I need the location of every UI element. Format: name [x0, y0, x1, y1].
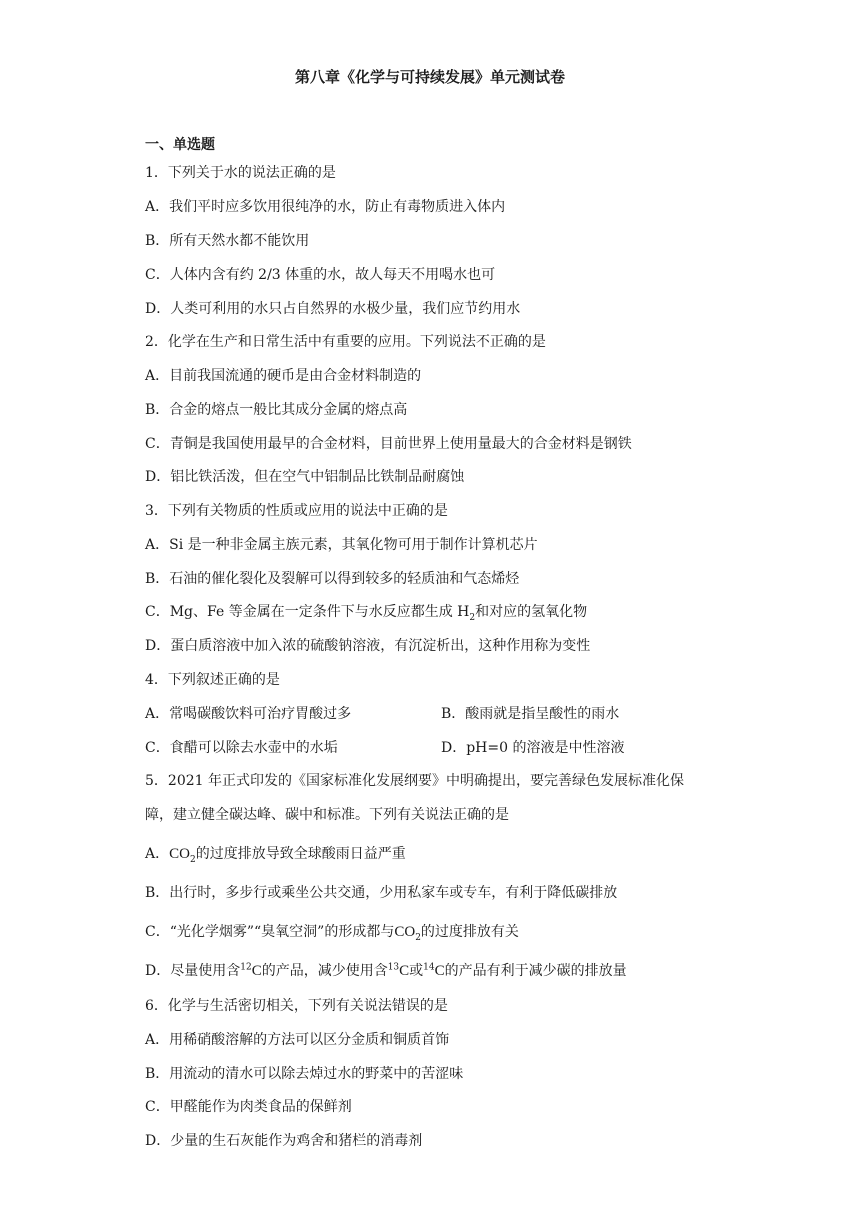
question-5-option-c	[145, 922, 519, 942]
question-5-option-d	[145, 961, 627, 981]
option-text: D．尽量使用含	[145, 963, 241, 979]
question-6-option-c: C．甲醛能作为肉类食品的保鲜剂	[145, 1099, 352, 1115]
question-1-stem: 1．下列关于水的说法正确的是	[145, 165, 336, 181]
question-4-option-c: C．食醋可以除去水壶中的水垢	[145, 740, 338, 756]
option-text-end: 的产品有利于减少碳的排放量	[444, 963, 627, 979]
question-5-option-b: B．出行时，多步行或乘坐公共交通，少用私家车或专车，有利于降低碳排放	[145, 885, 618, 901]
question-2-option-b: B．合金的熔点一般比其成分金属的熔点高	[145, 402, 408, 418]
option-text: C．“光化学烟雾”“臭氧空洞”的形成都与	[145, 924, 395, 940]
question-3-stem: 3．下列有关物质的性质或应用的说法中正确的是	[145, 503, 448, 519]
question-2-stem: 2．化学在生产和日常生活中有重要的应用。下列说法不正确的是	[145, 334, 546, 350]
question-6-option-b: B．用流动的清水可以除去焯过水的野菜中的苦涩味	[145, 1066, 464, 1082]
element-symbol: C	[399, 963, 410, 979]
question-2-option-a: A．目前我国流通的硬币是由合金材料制造的	[145, 368, 422, 384]
section-heading: 一、单选题	[145, 137, 215, 153]
subscript: 2	[189, 854, 196, 865]
question-2-option-c: C．青铜是我国使用最早的合金材料，目前世界上使用量最大的合金材料是钢铁	[145, 436, 632, 452]
isotope-mass-number: 14	[423, 962, 435, 973]
question-4-option-b: B．酸雨就是指呈酸性的雨水	[441, 706, 620, 722]
question-1-option-a: A．我们平时应多饮用很纯净的水，防止有毒物质进入体内	[145, 199, 506, 215]
element-symbol: C	[251, 963, 262, 979]
question-6-option-a: A．用稀硝酸溶解的方法可以区分金质和铜质首饰	[145, 1032, 450, 1048]
question-3-option-c-text-end: 和对应的氢氧化物	[475, 604, 588, 620]
chemical-formula: CO	[169, 846, 190, 862]
option-text: 的过度排放导致全球酸雨日益严重	[195, 846, 406, 862]
question-6-option-d: D．少量的生石灰能作为鸡舍和猪栏的消毒剂	[145, 1133, 423, 1149]
question-2-option-d: D．铝比铁活泼，但在空气中铝制品比铁制品耐腐蚀	[145, 469, 465, 485]
document-title: 第八章《化学与可持续发展》单元测试卷	[294, 68, 565, 86]
question-6-stem: 6．化学与生活密切相关，下列有关说法错误的是	[145, 998, 448, 1014]
subscript: 2	[415, 932, 421, 943]
option-text-mid: 的产品，减少使用含	[261, 963, 388, 979]
question-1-option-c: C．人体内含有约 2/3 体重的水，故人每天不用喝水也可	[145, 267, 496, 283]
subscript: 2	[469, 612, 476, 623]
element-symbol: C	[434, 963, 445, 979]
question-5-stem-line-1: 5．2021 年正式印发的《国家标准化发展纲要》中明确提出，要完善绿色发展标准化保	[145, 773, 684, 789]
question-3-option-c-text: C．Mg、Fe 等金属在一定条件下与水反应都生成 H	[145, 604, 470, 620]
question-3-option-a: A．Si 是一种非金属主族元素，其氧化物可用于制作计算机芯片	[145, 537, 538, 553]
question-5-option-a	[145, 844, 406, 864]
question-4-stem: 4．下列叙述正确的是	[145, 672, 280, 688]
chemical-formula: CO	[394, 924, 416, 940]
question-5-stem-line-2: 障，建立健全碳达峰、碳中和标准。下列有关说法正确的是	[145, 807, 509, 823]
question-1-option-d: D．人类可利用的水只占自然界的水极少量，我们应节约用水	[145, 301, 521, 317]
question-3-option-b: B．石油的催化裂化及裂解可以得到较多的轻质油和气态烯烃	[145, 571, 520, 587]
isotope-mass-number: 13	[387, 962, 400, 973]
isotope-mass-number: 12	[240, 962, 252, 973]
question-3-option-c	[145, 602, 587, 622]
question-4-option-d: D．pH=0 的溶液是中性溶液	[441, 740, 625, 756]
option-text-end: 的过度排放有关	[420, 924, 519, 940]
option-label: A．	[145, 846, 170, 862]
question-1-option-b: B．所有天然水都不能饮用	[145, 233, 310, 249]
question-3-option-d: D．蛋白质溶液中加入浓的硫酸钠溶液，有沉淀析出，这种作用称为变性	[145, 638, 591, 654]
question-4-option-a: A．常喝碳酸饮料可治疗胃酸过多	[145, 706, 352, 722]
option-text-mid: 或	[409, 963, 424, 979]
